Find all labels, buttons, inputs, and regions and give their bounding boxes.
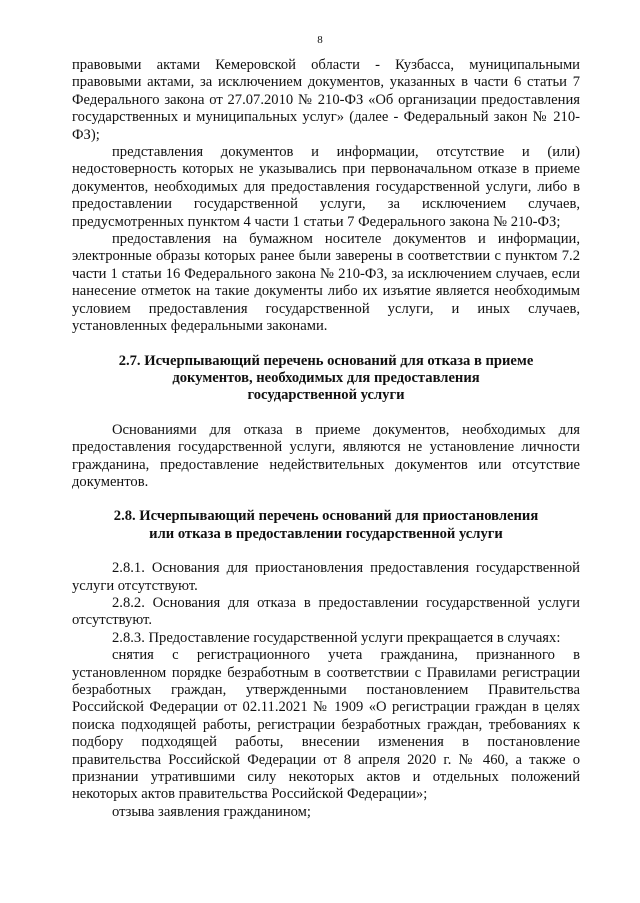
- paragraph-2-8-2: 2.8.2. Основания для отказа в предоставлении государственной услуги отсутствуют.: [72, 594, 580, 629]
- heading-line: государственной услуги: [247, 387, 405, 404]
- paragraph-application-withdrawal: отзыва заявления гражданином;: [112, 803, 311, 820]
- page-number: 8: [317, 34, 323, 46]
- paragraph-missing-documents: представления документов и информации, отсутствие и (или) недостоверность которых не указывались при первоначальном отказе в приеме документов, необходимых для предоставления государственной услуги, либо в предоставлении государственной услуги, за исключением случаев, предусмотренных пунктом 4 части 1 статьи 7 Федерального закона № 210-ФЗ;: [72, 144, 580, 230]
- paragraph-2-8-3: 2.8.3. Предоставление государственной услуги прекращается в случаях:: [112, 629, 561, 646]
- paragraph-paper-documents: предоставления на бумажном носителе документов и информации, электронные образы которых ранее были заверены в соответствии с пунктом 7.2 части 1 статьи 16 Федерального закона № 210-ФЗ, за исключением случаев, если нанесение отметок на такие документы либо их изъятие является необходимым условием предоставления государственной услуги, и иных случаев, установленных федеральными законами.: [72, 231, 580, 335]
- paragraph-deregistration: снятия с регистрационного учета гражданина, признанного в установленном порядке безработным в соответствии с Правилами регистрации безработных граждан, утвержденными постановлением Правительства Российской Федерации от 02.11.2021 № 1909 «О регистрации граждан в целях поиска подходящей работы, регистрации безработных граждан, требованиях к подбору подходящей работы, внесении изменения в постановление правительства Российской Федерации от 8 апреля 2020 г. № 460, а также о признании утратившими силу некоторых актов и отдельных положений некоторых актов правительства Российской Федерации»;: [72, 647, 580, 803]
- section-heading-2-8: [72, 508, 580, 543]
- heading-line: 2.7. Исчерпывающий перечень оснований для отказа в приеме: [118, 352, 534, 369]
- section-heading-2-7: [72, 353, 580, 405]
- document-body: [72, 57, 580, 821]
- paragraph-2-8-1: 2.8.1. Основания для приостановления предоставления государственной услуги отсутствуют.: [72, 560, 580, 594]
- paragraph-legal-acts: правовыми актами Кемеровской области - Кузбасса, муниципальными правовыми актами, за исключением документов, указанных в части 6 статьи 7 Федерального закона от 27.07.2010 № 210-ФЗ «Об организации предоставления государственных и муниципальных услуг» (далее - Федеральный закон № 210-ФЗ);: [72, 57, 580, 143]
- heading-line: 2.8. Исчерпывающий перечень оснований для приостановления: [113, 508, 539, 525]
- heading-line: или отказа в предоставлении государственной услуги: [149, 525, 503, 542]
- paragraph-refusal-grounds: Основаниями для отказа в приеме документов, необходимых для предоставления государственной услуги, являются не установление личности гражданина, предоставление недействительных документов или отсутствие документов.: [72, 421, 580, 490]
- heading-line: документов, необходимых для предоставления: [172, 369, 480, 386]
